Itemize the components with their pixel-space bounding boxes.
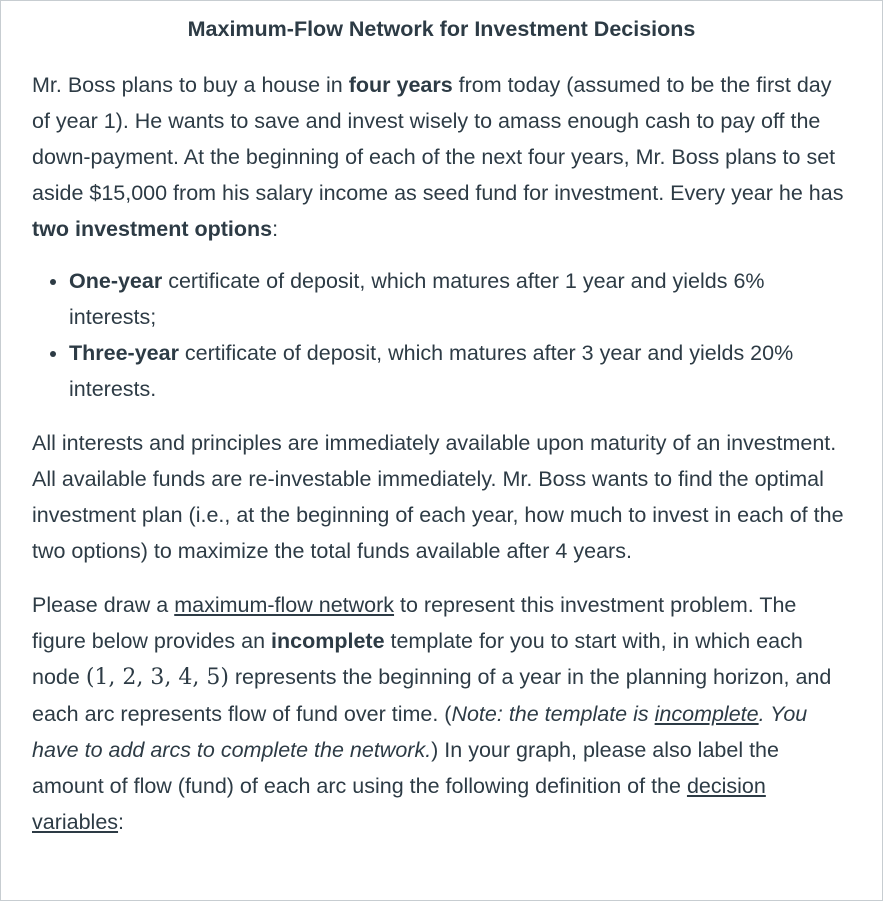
task-bold-incomplete: incomplete	[271, 629, 385, 653]
task-text-6: :	[118, 810, 125, 834]
note-text-2: . You have to add arcs to complete the network.	[32, 702, 808, 762]
task-text-2: to represent this investment problem. The figure below provides an	[32, 593, 797, 653]
intro-bold-four-years: four years	[348, 73, 453, 97]
intro-text-1: Mr. Boss plans to buy a house in	[32, 73, 349, 97]
intro-bold-two-options: two investment options	[32, 217, 273, 241]
option-three-year-text: certificate of deposit, which matures after 3 year and yields 20% interests.	[69, 341, 794, 401]
intro-text-2: from today (assumed to be the first day of year 1). He wants to save and invest wisely to amass enough cash to pay off the down-payment. At the beginning of each of the next four years, Mr. Boss plans to set aside $15,000 from his salary income as seed fund for investment. Every year he has	[32, 73, 844, 205]
task-text-5: ) In your graph, please also label the amount of flow (fund) of each arc using the following definition of the	[32, 738, 779, 798]
task-paragraph	[32, 587, 852, 840]
page-title: Maximum-Flow Network for Investment Decisions	[187, 17, 696, 41]
task-text-1: Please draw a	[32, 593, 175, 617]
rules-paragraph: All interests and principles are immediately available upon maturity of an investment. All available funds are re-investable immediately. Mr. Boss wants to find the optimal investment plan (i.e., at the beginning of each year, how much to invest in each of the two options) to maximize the total funds available after 4 years.	[32, 431, 844, 563]
task-text-3: template for you to start with, in which each node	[32, 629, 803, 689]
list-item	[69, 335, 852, 407]
intro-paragraph	[32, 67, 852, 247]
option-one-year-text: certificate of deposit, which matures after 1 year and yields 6% interests;	[69, 269, 765, 329]
problem-body	[32, 67, 852, 840]
investment-options-list	[32, 263, 852, 407]
list-item	[69, 263, 852, 335]
max-flow-network-term: maximum-flow network	[174, 593, 395, 617]
note-text-1: Note: the template is	[451, 702, 655, 726]
note-underline-incomplete: incomplete	[654, 702, 759, 726]
decision-variables-term: decision variables	[32, 774, 766, 834]
option-one-year-label: One-year	[69, 269, 163, 293]
node-list-math: (1, 2, 3, 4, 5)	[85, 665, 229, 690]
task-text-4: represents the beginning of a year in the planning horizon, and each arc represents flow of fund over time. (	[32, 665, 832, 726]
intro-text-3: :	[272, 217, 279, 241]
option-three-year-label: Three-year	[69, 341, 179, 365]
